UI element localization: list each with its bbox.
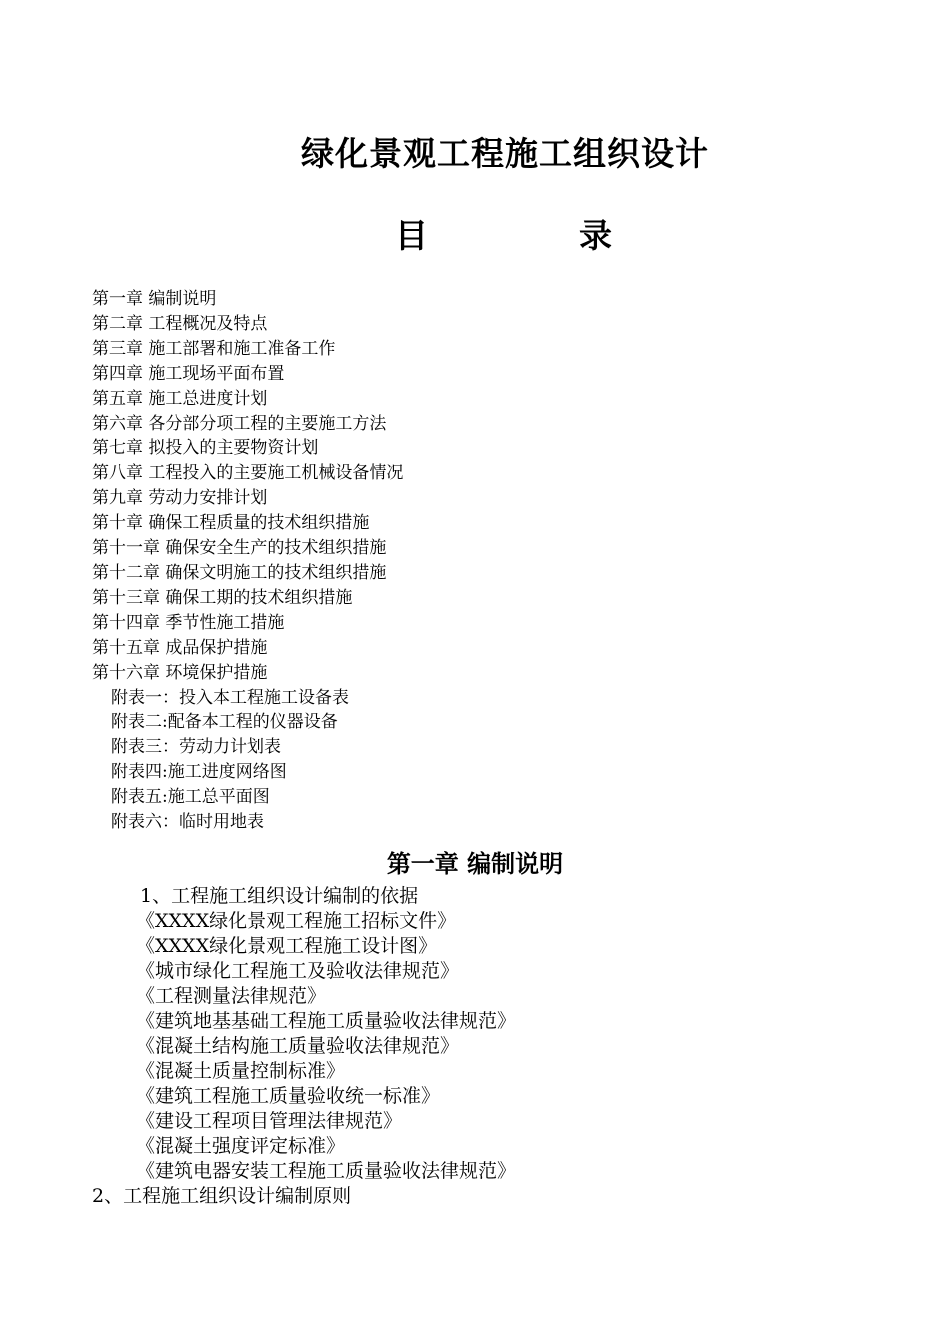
- toc-appendix-item: 附表一：投入本工程施工设备表: [111, 687, 349, 708]
- basis-item: 《建筑地基基础工程施工质量验收法律规范》: [136, 1010, 517, 1032]
- toc-item: 第九章 劳动力安排计划: [92, 488, 268, 509]
- toc-item: 第二章 工程概况及特点: [92, 313, 268, 334]
- toc-item: 第十章 确保工程质量的技术组织措施: [92, 513, 370, 534]
- basis-item: 《XXXX绿化景观工程施工设计图》: [136, 935, 438, 957]
- chapter-1-title: 第一章 编制说明: [386, 850, 564, 878]
- toc-item: 第十一章 确保安全生产的技术组织措施: [92, 538, 387, 559]
- toc-item: 第五章 施工总进度计划: [92, 388, 268, 409]
- basis-item: 《混凝土结构施工质量验收法律规范》: [136, 1035, 460, 1057]
- toc-item: 第十四章 季节性施工措施: [92, 612, 285, 633]
- basis-item: 《XXXX绿化景观工程施工招标文件》: [136, 910, 457, 932]
- toc-appendix-item: 附表六：临时用地表: [111, 812, 264, 833]
- toc-appendix-item: 附表五:施工总平面图: [111, 787, 270, 808]
- toc-appendix-item: 附表二:配备本工程的仪器设备: [111, 712, 338, 733]
- toc-item: 第十三章 确保工期的技术组织措施: [92, 587, 353, 608]
- toc-item: 第三章 施工部署和施工准备工作: [92, 338, 336, 359]
- table-of-contents: [92, 287, 403, 835]
- toc-item: 第十二章 确保文明施工的技术组织措施: [92, 562, 387, 583]
- toc-item: 第六章 各分部分项工程的主要施工方法: [92, 413, 387, 434]
- principle-heading: 2、工程施工组织设计编制原则: [92, 1185, 352, 1207]
- toc-item: 第八章 工程投入的主要施工机械设备情况: [92, 463, 404, 484]
- toc-item: 第七章 拟投入的主要物资计划: [92, 438, 319, 459]
- basis-item: 《建设工程项目管理法律规范》: [136, 1110, 403, 1132]
- toc-heading-char-2: 录: [579, 216, 612, 255]
- toc-heading: [0, 210, 950, 254]
- document-title: 绿化景观工程施工组织设计: [301, 134, 709, 173]
- basis-item: 《城市绿化工程施工及验收法律规范》: [136, 960, 460, 982]
- toc-item: 第十六章 环境保护措施: [92, 662, 268, 683]
- basis-item: 《建筑工程施工质量验收统一标准》: [136, 1085, 441, 1107]
- toc-item: 第一章 编制说明: [92, 289, 217, 309]
- toc-appendix-item: 附表三：劳动力计划表: [111, 737, 281, 758]
- toc-item: 第四章 施工现场平面布置: [92, 363, 285, 384]
- toc-heading-char-1: 目: [395, 216, 428, 255]
- toc-item: 第十五章 成品保护措施: [92, 637, 268, 658]
- basis-item: 《建筑电器安装工程施工质量验收法律规范》: [136, 1160, 517, 1182]
- basis-item: 《工程测量法律规范》: [136, 985, 327, 1007]
- basis-list: [136, 909, 516, 1184]
- basis-heading: 1、工程施工组织设计编制的依据: [140, 885, 419, 907]
- basis-item: 《混凝土质量控制标准》: [136, 1060, 346, 1082]
- basis-item: 《混凝土强度评定标准》: [136, 1135, 346, 1157]
- toc-appendix-item: 附表四:施工进度网络图: [111, 762, 287, 783]
